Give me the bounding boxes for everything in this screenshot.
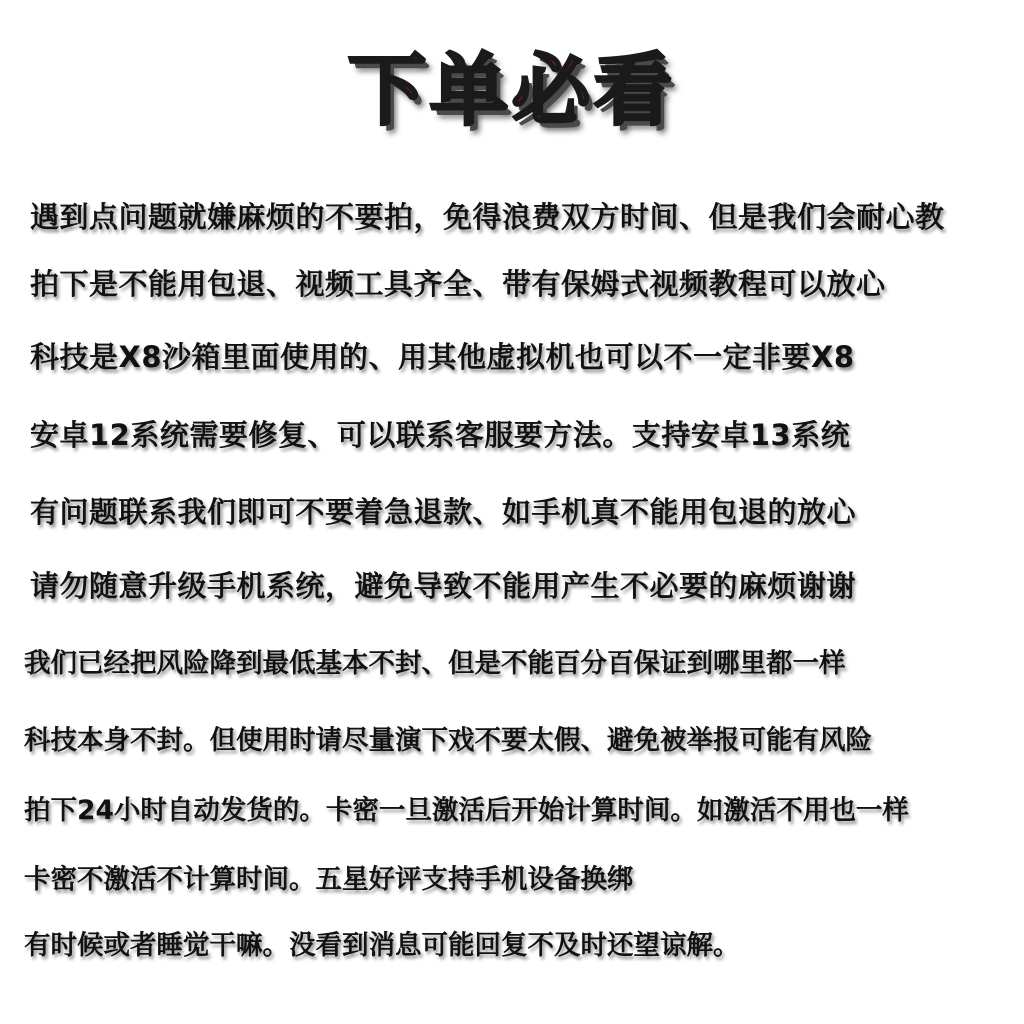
notice-line-8: 科技本身不封。但使用时请尽量演下戏不要太假、避免被举报可能有风险 — [24, 725, 872, 756]
notice-line-9: 拍下24小时自动发货的。卡密一旦激活后开始计算时间。如激活不用也一样 — [24, 795, 909, 826]
page-title: 下单必看 — [347, 46, 676, 136]
notice-line-7: 我们已经把风险降到最低基本不封、但是不能百分百保证到哪里都一样 — [24, 648, 846, 679]
notice-line-5: 有问题联系我们即可不要着急退款、如手机真不能用包退的放心 — [30, 495, 857, 529]
notice-line-3: 科技是X8沙箱里面使用的、用其他虚拟机也可以不一定非要X8 — [30, 340, 855, 374]
notice-line-2: 拍下是不能用包退、视频工具齐全、带有保姆式视频教程可以放心 — [30, 267, 886, 301]
notice-line-4: 安卓12系统需要修复、可以联系客服要方法。支持安卓13系统 — [30, 418, 851, 452]
notice-line-6: 请勿随意升级手机系统，避免导致不能用产生不必要的麻烦谢谢 — [30, 569, 857, 603]
notice-line-10: 卡密不激活不计算时间。五星好评支持手机设备换绑 — [24, 864, 634, 895]
notice-line-1: 遇到点问题就嫌麻烦的不要拍，免得浪费双方时间、但是我们会耐心教 — [30, 200, 945, 234]
notice-line-11: 有时候或者睡觉干嘛。没看到消息可能回复不及时还望谅解。 — [24, 930, 740, 961]
